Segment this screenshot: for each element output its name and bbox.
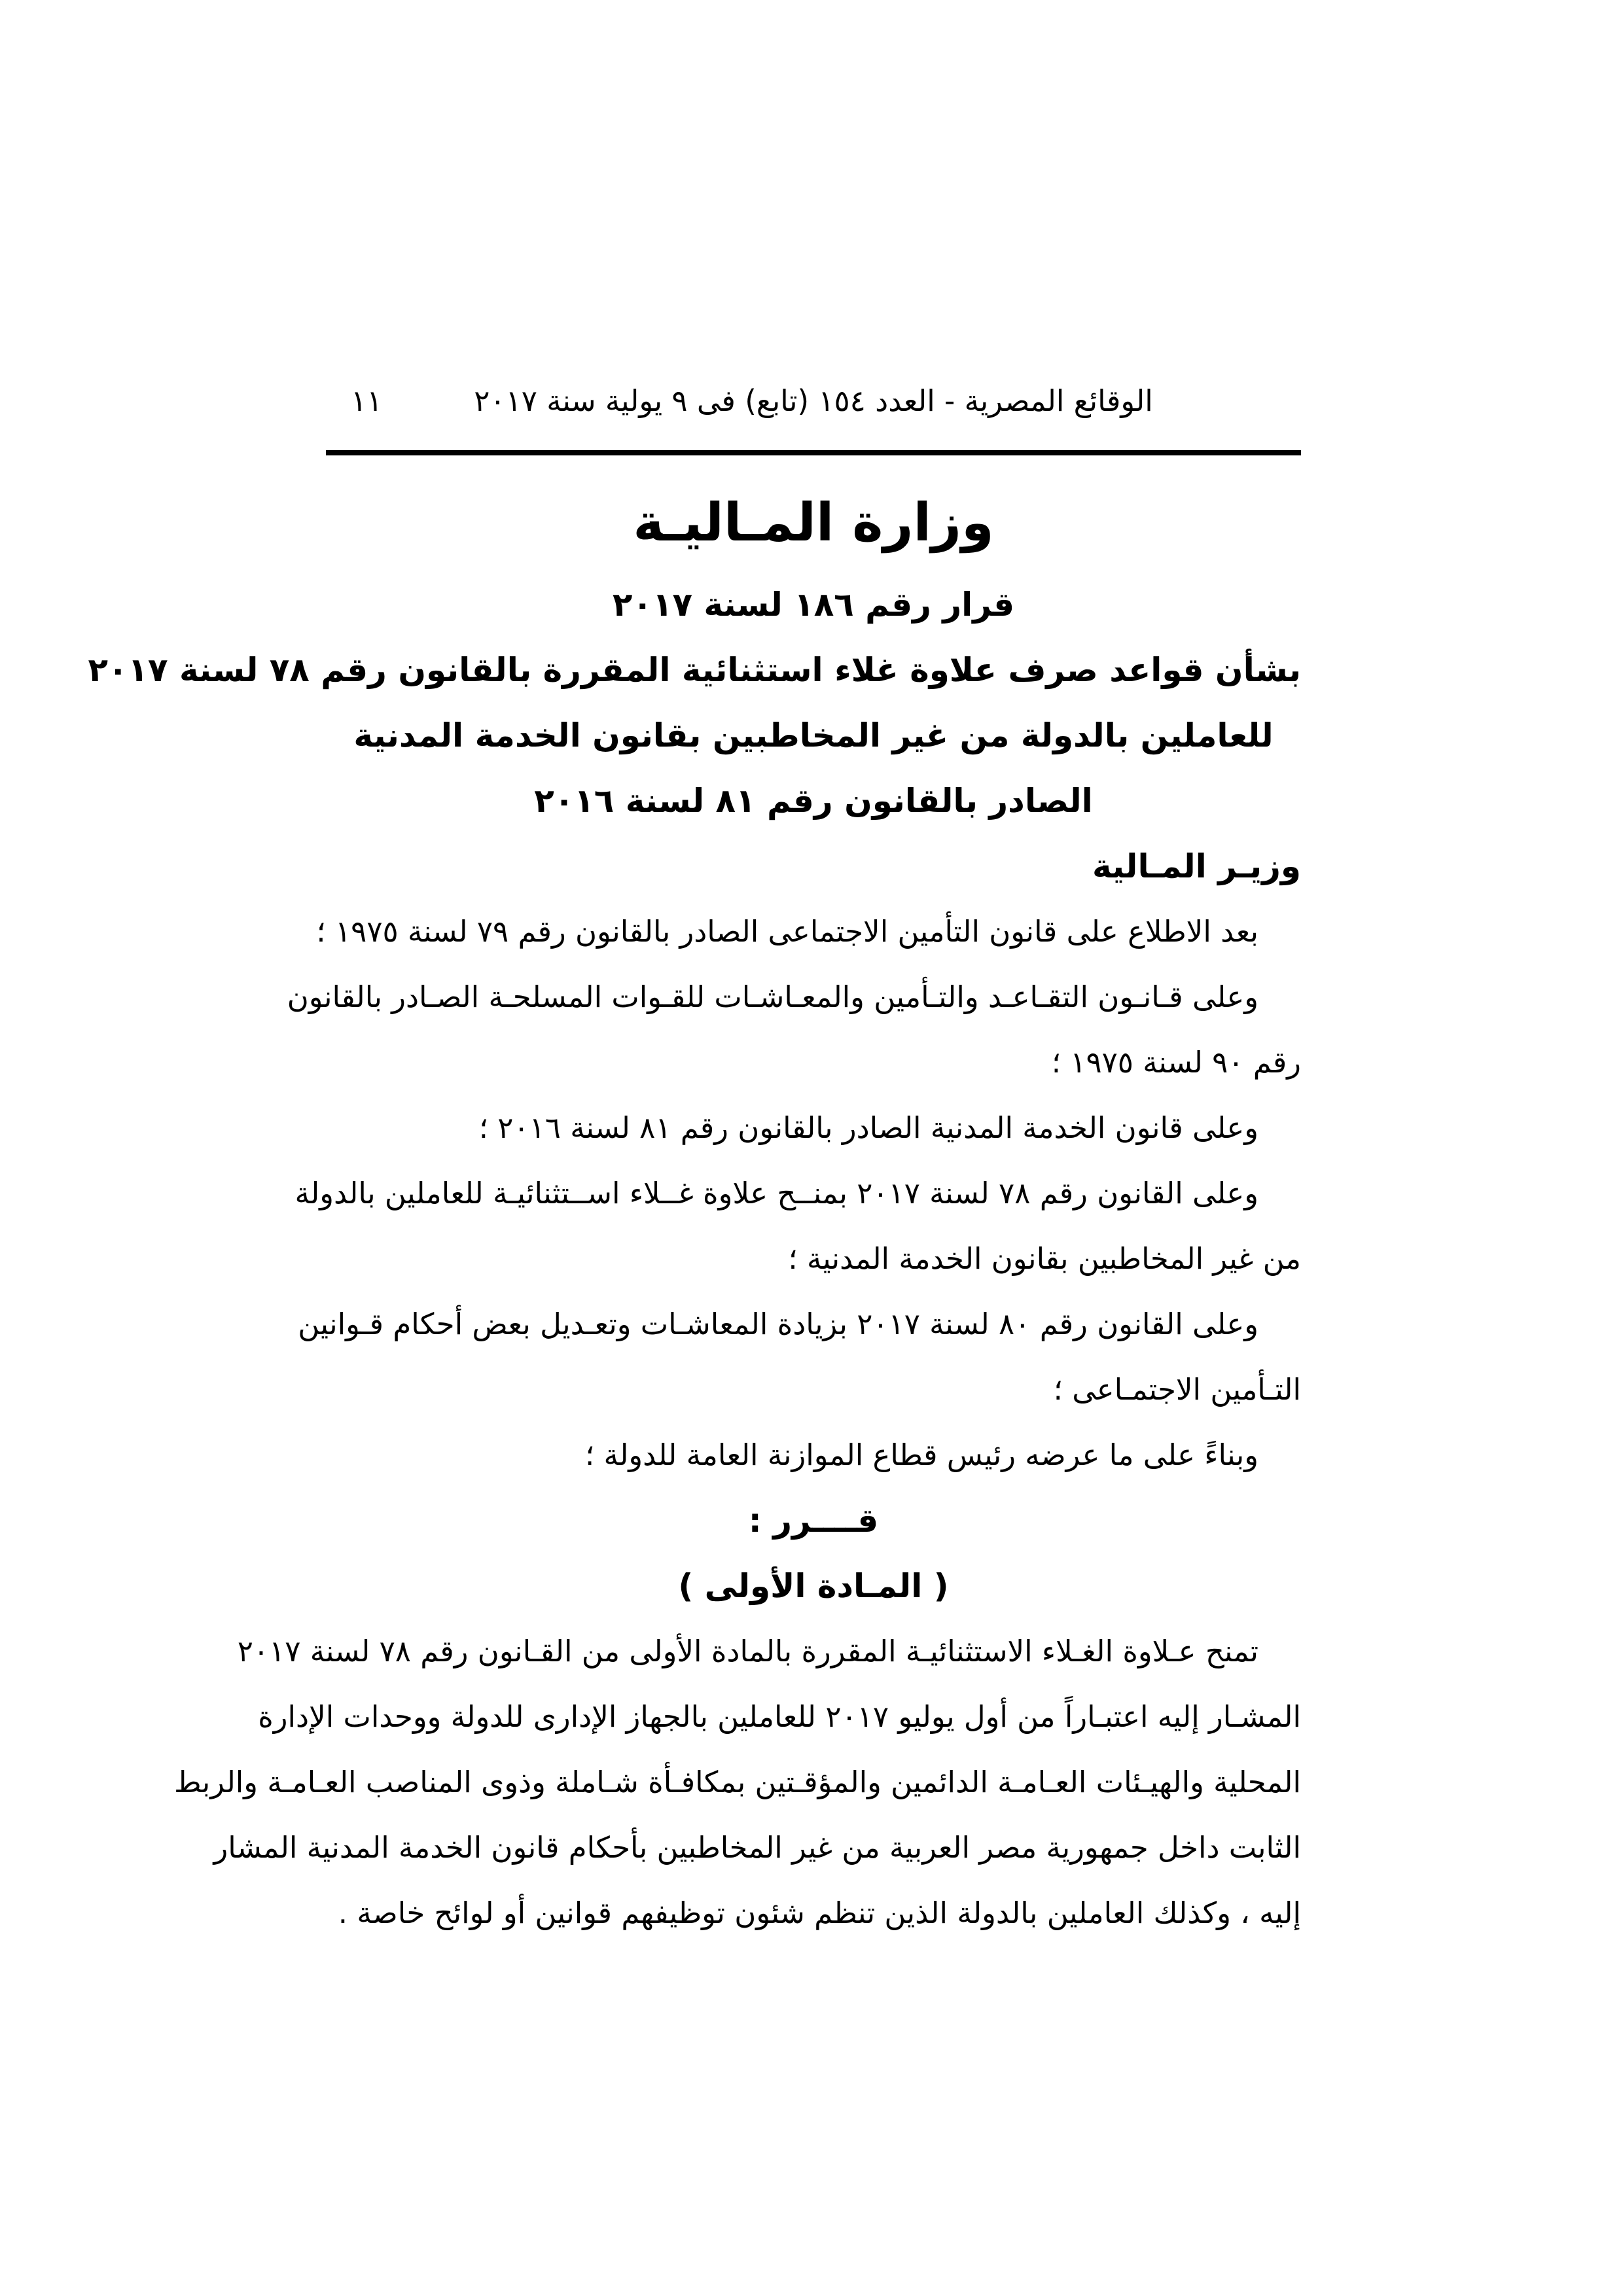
decree-subject-line-3: الصادر بالقانون رقم ٨١ لسنة ٢٠١٦ bbox=[534, 782, 1093, 820]
preamble-line: بعد الاطلاع على قانون التأمين الاجتماعى الصادر بالقانون رقم ٧٩ لسنة ١٩٧٥ ؛ bbox=[316, 914, 1258, 949]
decree-number-heading: قرار رقم ١٨٦ لسنة ٢٠١٧ bbox=[612, 586, 1015, 624]
decree-word: قــــرر : bbox=[748, 1502, 879, 1540]
page-header bbox=[326, 381, 1301, 421]
ministry-title: وزارة المـاليـة bbox=[633, 492, 994, 553]
page-number: ١١ bbox=[351, 383, 383, 418]
decree-subject-line-2: للعاملين بالدولة من غير المخاطبين بقانون الخدمة المدنية bbox=[353, 716, 1274, 754]
preamble-line: وعلى قـانـون التقـاعـد والتـأمين والمعـاشـات للقـوات المسلحـة الصـادر بالقانون bbox=[287, 980, 1258, 1014]
preamble-line: التـأمين الاجتمـاعى ؛ bbox=[1053, 1372, 1301, 1407]
article-line: المشـار إليه اعتبـاراً من أول يوليو ٢٠١٧ للعاملين بالجهاز الإدارى للدولة ووحدات الإدارة bbox=[258, 1699, 1301, 1734]
preamble bbox=[287, 899, 1301, 1488]
preamble-line: وعلى قانون الخدمة المدنية الصادر بالقانون رقم ٨١ لسنة ٢٠١٦ ؛ bbox=[478, 1110, 1258, 1145]
article-one-heading: ( المـادة الأولى ) bbox=[678, 1567, 949, 1605]
article-one-body bbox=[174, 1619, 1301, 1946]
article-line: تمنح عـلاوة الغـلاء الاستثنائيـة المقررة بالمادة الأولى من القـانون رقم ٧٨ لسنة ٢٠١٧ bbox=[237, 1634, 1258, 1669]
preamble-line: من غير المخاطبين بقانون الخدمة المدنية ؛ bbox=[788, 1241, 1301, 1276]
article-line: إليه ، وكذلك العاملين بالدولة الذين تنظم شئون توظيفهم قوانين أو لوائح خاصة . bbox=[338, 1896, 1301, 1930]
preamble-line: وعلى القانون رقم ٨٠ لسنة ٢٠١٧ بزيادة المعاشـات وتعـديل بعض أحكام قـوانين bbox=[298, 1307, 1258, 1341]
header-divider-rule bbox=[326, 450, 1301, 455]
journal-header-title: الوقائع المصرية - العدد ١٥٤ (تابع) فى ٩ يولية سنة ٢٠١٧ bbox=[474, 383, 1153, 418]
preamble-line: رقم ٩٠ لسنة ١٩٧٥ ؛ bbox=[1051, 1045, 1301, 1080]
preamble-line: وعلى القانون رقم ٧٨ لسنة ٢٠١٧ بمنــح علاوة غــلاء اســتثنائيـة للعاملين بالدولة bbox=[294, 1176, 1258, 1210]
article-line: الثابت داخل جمهورية مصر العربية من غير المخاطبين بأحكام قانون الخدمة المدنية المشار bbox=[213, 1830, 1301, 1865]
preamble-line: وبناءً على ما عرضه رئيس قطاع الموازنة العامة للدولة ؛ bbox=[584, 1438, 1258, 1472]
article-line: المحلية والهيـئات العـامـة الدائمين والمؤقـتين بمكافـأة شـاملة وذوى المناصب العـامـة والربط bbox=[174, 1765, 1301, 1799]
decree-subject-line-1: بشأن قواعد صرف علاوة غلاء استثنائية المقررة بالقانون رقم ٧٨ لسنة ٢٠١٧ bbox=[88, 651, 1301, 689]
minister-heading: وزيـر المـالية bbox=[1092, 847, 1301, 885]
